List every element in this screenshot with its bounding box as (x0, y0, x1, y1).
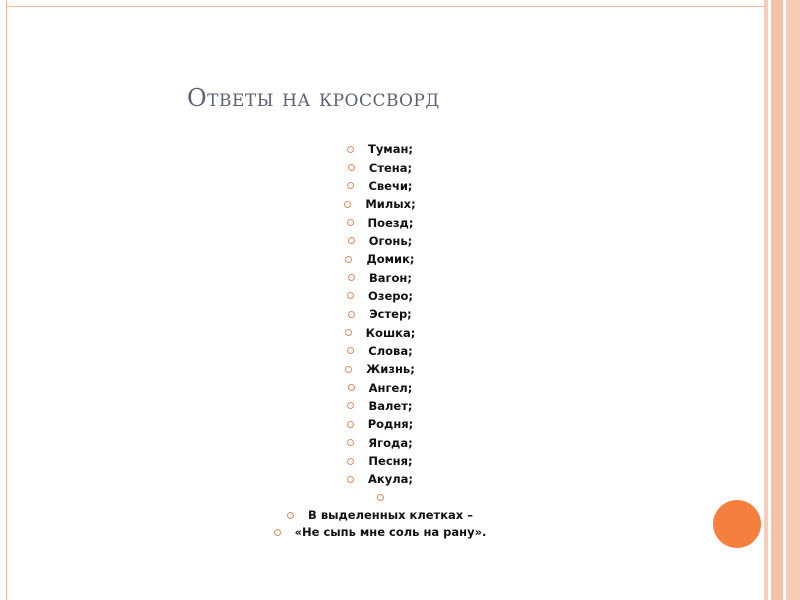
list-item (0, 305, 760, 323)
list-item (0, 378, 760, 396)
answer-text: Туман; (367, 142, 414, 157)
answer-text: Акула; (368, 472, 413, 487)
answer-text: Ягода; (368, 435, 413, 450)
list-item (0, 287, 760, 305)
bullet-circle-icon (348, 164, 355, 171)
bullet-circle-icon (348, 274, 355, 281)
bullet-circle-icon (377, 494, 384, 501)
list-item (0, 342, 760, 360)
answer-text: Валет; (368, 398, 413, 413)
list-item (0, 360, 760, 378)
bullet-circle-icon (347, 402, 354, 409)
bullet-circle-icon (347, 439, 354, 446)
bullet-circle-icon (274, 529, 281, 536)
answer-text: Вагон; (369, 270, 412, 285)
answer-text: Слова; (368, 343, 413, 358)
answer-text: Жизнь; (366, 362, 415, 377)
bullet-circle-icon (347, 182, 354, 189)
answer-text: Стена; (368, 160, 413, 175)
conclusion-line-2: «Не сыпь мне соль на рану». (294, 525, 487, 540)
bullet-circle-icon (345, 256, 352, 263)
answer-text: Ангел; (368, 380, 413, 395)
slide-frame-top-line (6, 6, 764, 7)
bullet-circle-icon (344, 201, 351, 208)
list-item (0, 415, 760, 433)
bullet-circle-icon (347, 476, 354, 483)
conclusion-line-1: В выделенных клетках – (308, 508, 473, 523)
answers-list (0, 140, 760, 541)
list-item (0, 177, 760, 195)
answer-text: Огонь; (368, 233, 413, 248)
list-item (0, 158, 760, 176)
list-item (0, 507, 760, 524)
list-item (0, 232, 760, 250)
bullet-circle-icon (348, 311, 355, 318)
bullet-circle-icon (345, 329, 352, 336)
list-item (0, 140, 760, 158)
bullet-circle-icon (347, 292, 354, 299)
answer-text: Родня; (367, 417, 414, 432)
list-item (0, 452, 760, 470)
bullet-circle-icon (287, 512, 294, 519)
list-item (0, 213, 760, 231)
bullet-circle-icon (347, 146, 354, 153)
list-item (0, 323, 760, 341)
answer-text: Милых; (365, 197, 416, 212)
bullet-circle-icon (345, 366, 352, 373)
list-item (0, 470, 760, 488)
bullet-circle-icon (347, 458, 354, 465)
bullet-circle-icon (348, 237, 355, 244)
answer-text: Эстер; (369, 307, 412, 322)
list-item (0, 195, 760, 213)
list-item (0, 434, 760, 452)
answer-text: Озеро; (368, 288, 413, 303)
answer-text: Свечи; (368, 178, 413, 193)
bullet-circle-icon (347, 347, 354, 354)
list-item (0, 524, 760, 541)
list-item (0, 250, 760, 268)
bullet-circle-icon (347, 421, 354, 428)
answer-text: Поезд; (367, 215, 414, 230)
slide-title: Ответы на кроссворд (187, 84, 440, 112)
answer-text: Домик; (366, 252, 415, 267)
answer-text: Песня; (368, 454, 413, 469)
bullet-circle-icon (348, 384, 355, 391)
list-item (0, 397, 760, 415)
answer-text: Кошка; (365, 325, 416, 340)
list-item (0, 268, 760, 286)
list-item (0, 489, 760, 507)
bullet-circle-icon (347, 219, 354, 226)
slide-decorative-right-band (764, 0, 800, 600)
